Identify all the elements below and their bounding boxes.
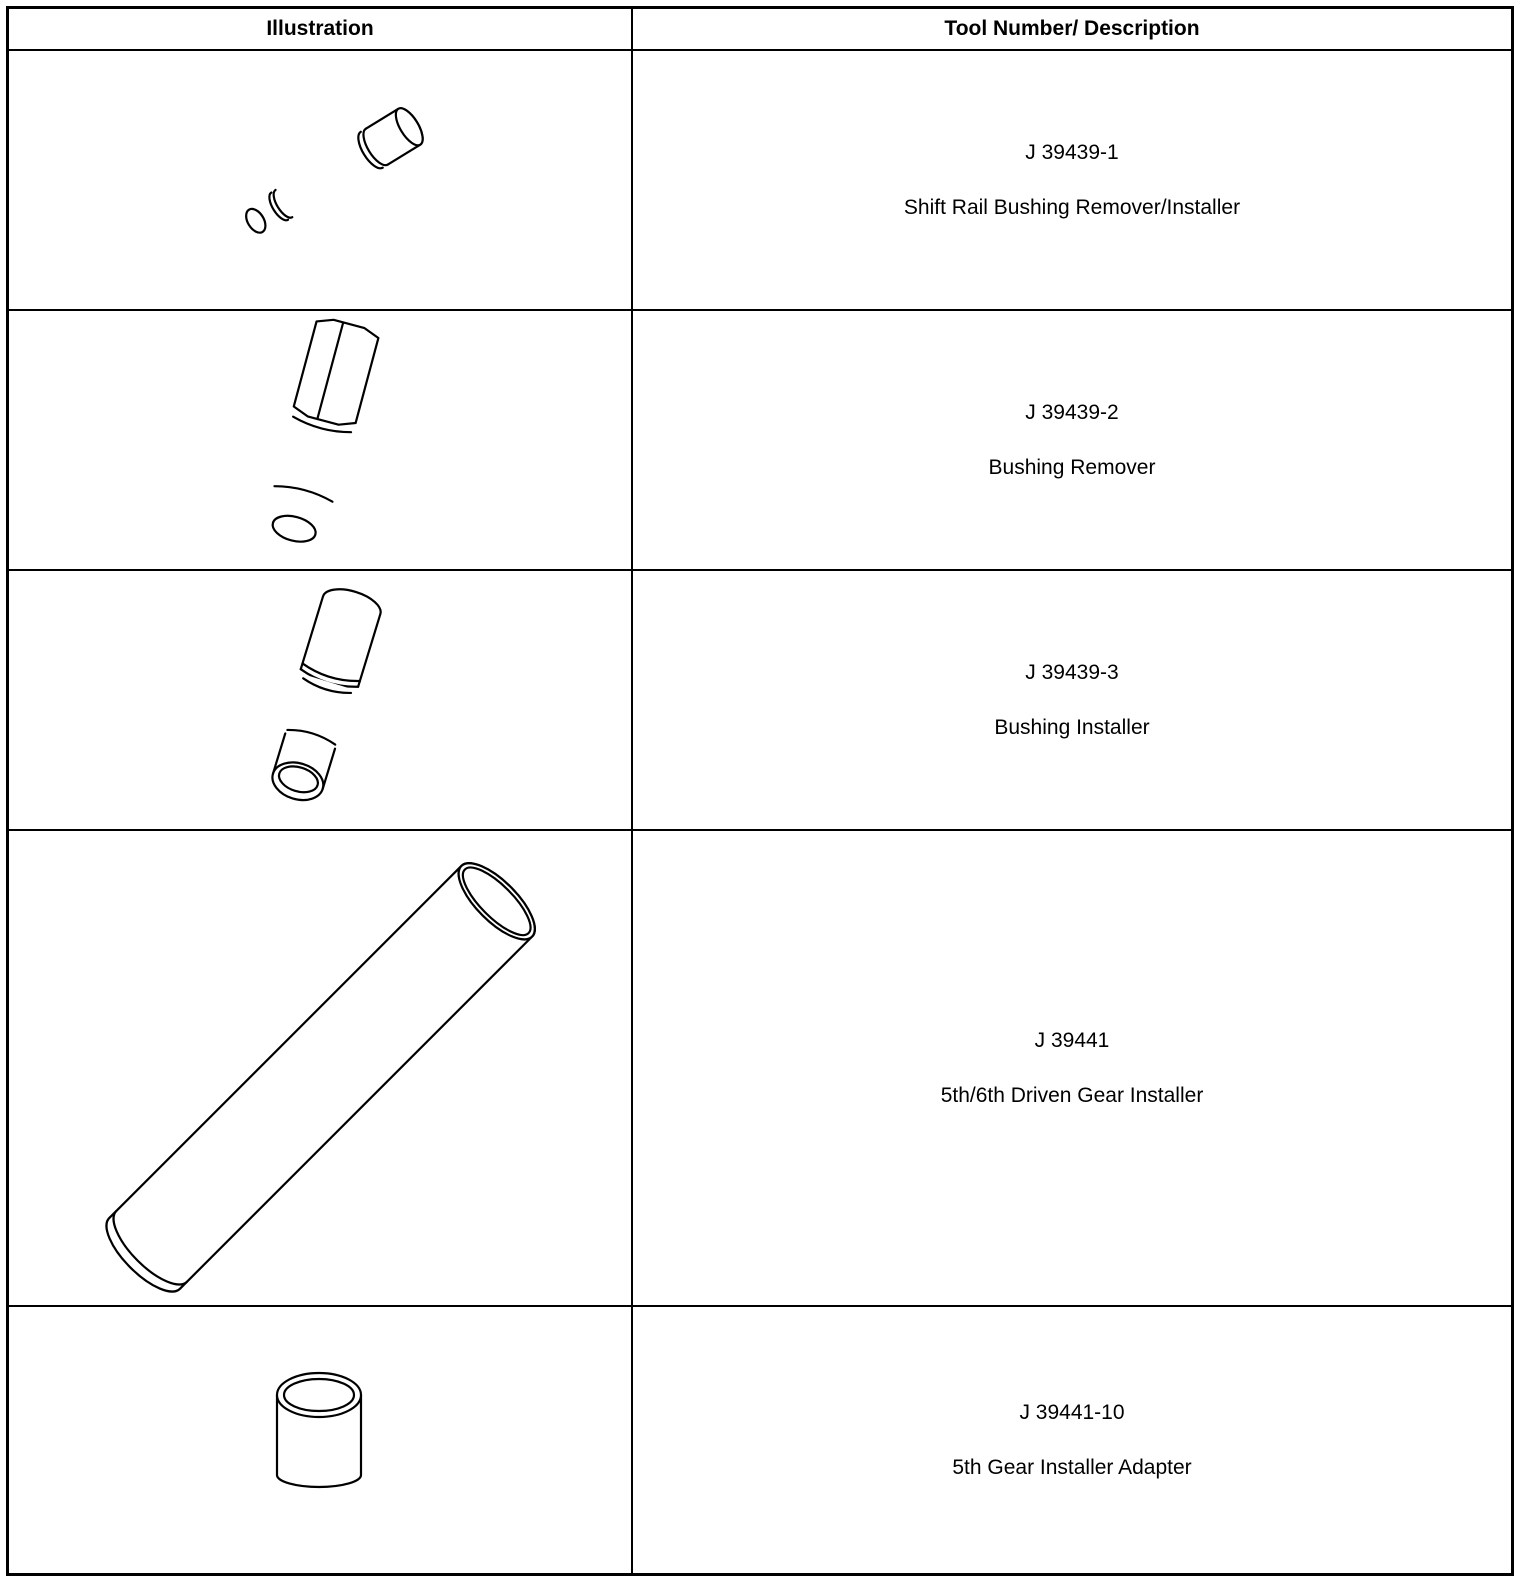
illustration-cell — [9, 51, 631, 309]
header-tool-description: Tool Number/ Description — [944, 17, 1200, 40]
tool-number: J 39441-10 — [1019, 1400, 1125, 1424]
tool-description: Bushing Installer — [994, 715, 1150, 739]
description-cell — [633, 1307, 1511, 1573]
description-cell — [633, 51, 1511, 309]
short-sleeve-adapter-icon — [9, 1307, 631, 1571]
tool-number: J 39439-1 — [1025, 140, 1119, 164]
illustration-cell — [9, 571, 631, 829]
stepped-rod-tool-icon — [9, 51, 631, 309]
hex-head-remover-tool-icon — [9, 311, 631, 569]
tool-number: J 39441 — [1034, 1028, 1110, 1052]
description-cell — [633, 571, 1511, 829]
stepped-installer-tool-icon — [9, 571, 631, 829]
table-row — [9, 1307, 1511, 1573]
table-row — [9, 831, 1511, 1307]
tool-description: 5th/6th Driven Gear Installer — [940, 1083, 1204, 1107]
description-cell — [633, 831, 1511, 1305]
table-row — [9, 311, 1511, 571]
tool-table — [6, 6, 1514, 1576]
tool-description: 5th Gear Installer Adapter — [952, 1455, 1192, 1479]
tool-description: Shift Rail Bushing Remover/Installer — [903, 195, 1241, 219]
table-header — [9, 9, 1511, 51]
long-tube-installer-icon — [9, 831, 631, 1305]
illustration-cell — [9, 831, 631, 1305]
header-illustration: Illustration — [266, 17, 374, 40]
illustration-cell — [9, 311, 631, 569]
tool-number: J 39439-3 — [1025, 660, 1119, 684]
table-row — [9, 571, 1511, 831]
description-cell — [633, 311, 1511, 569]
tool-description: Bushing Remover — [988, 455, 1156, 479]
tool-number: J 39439-2 — [1025, 400, 1119, 424]
illustration-cell — [9, 1307, 631, 1573]
table-row — [9, 51, 1511, 311]
